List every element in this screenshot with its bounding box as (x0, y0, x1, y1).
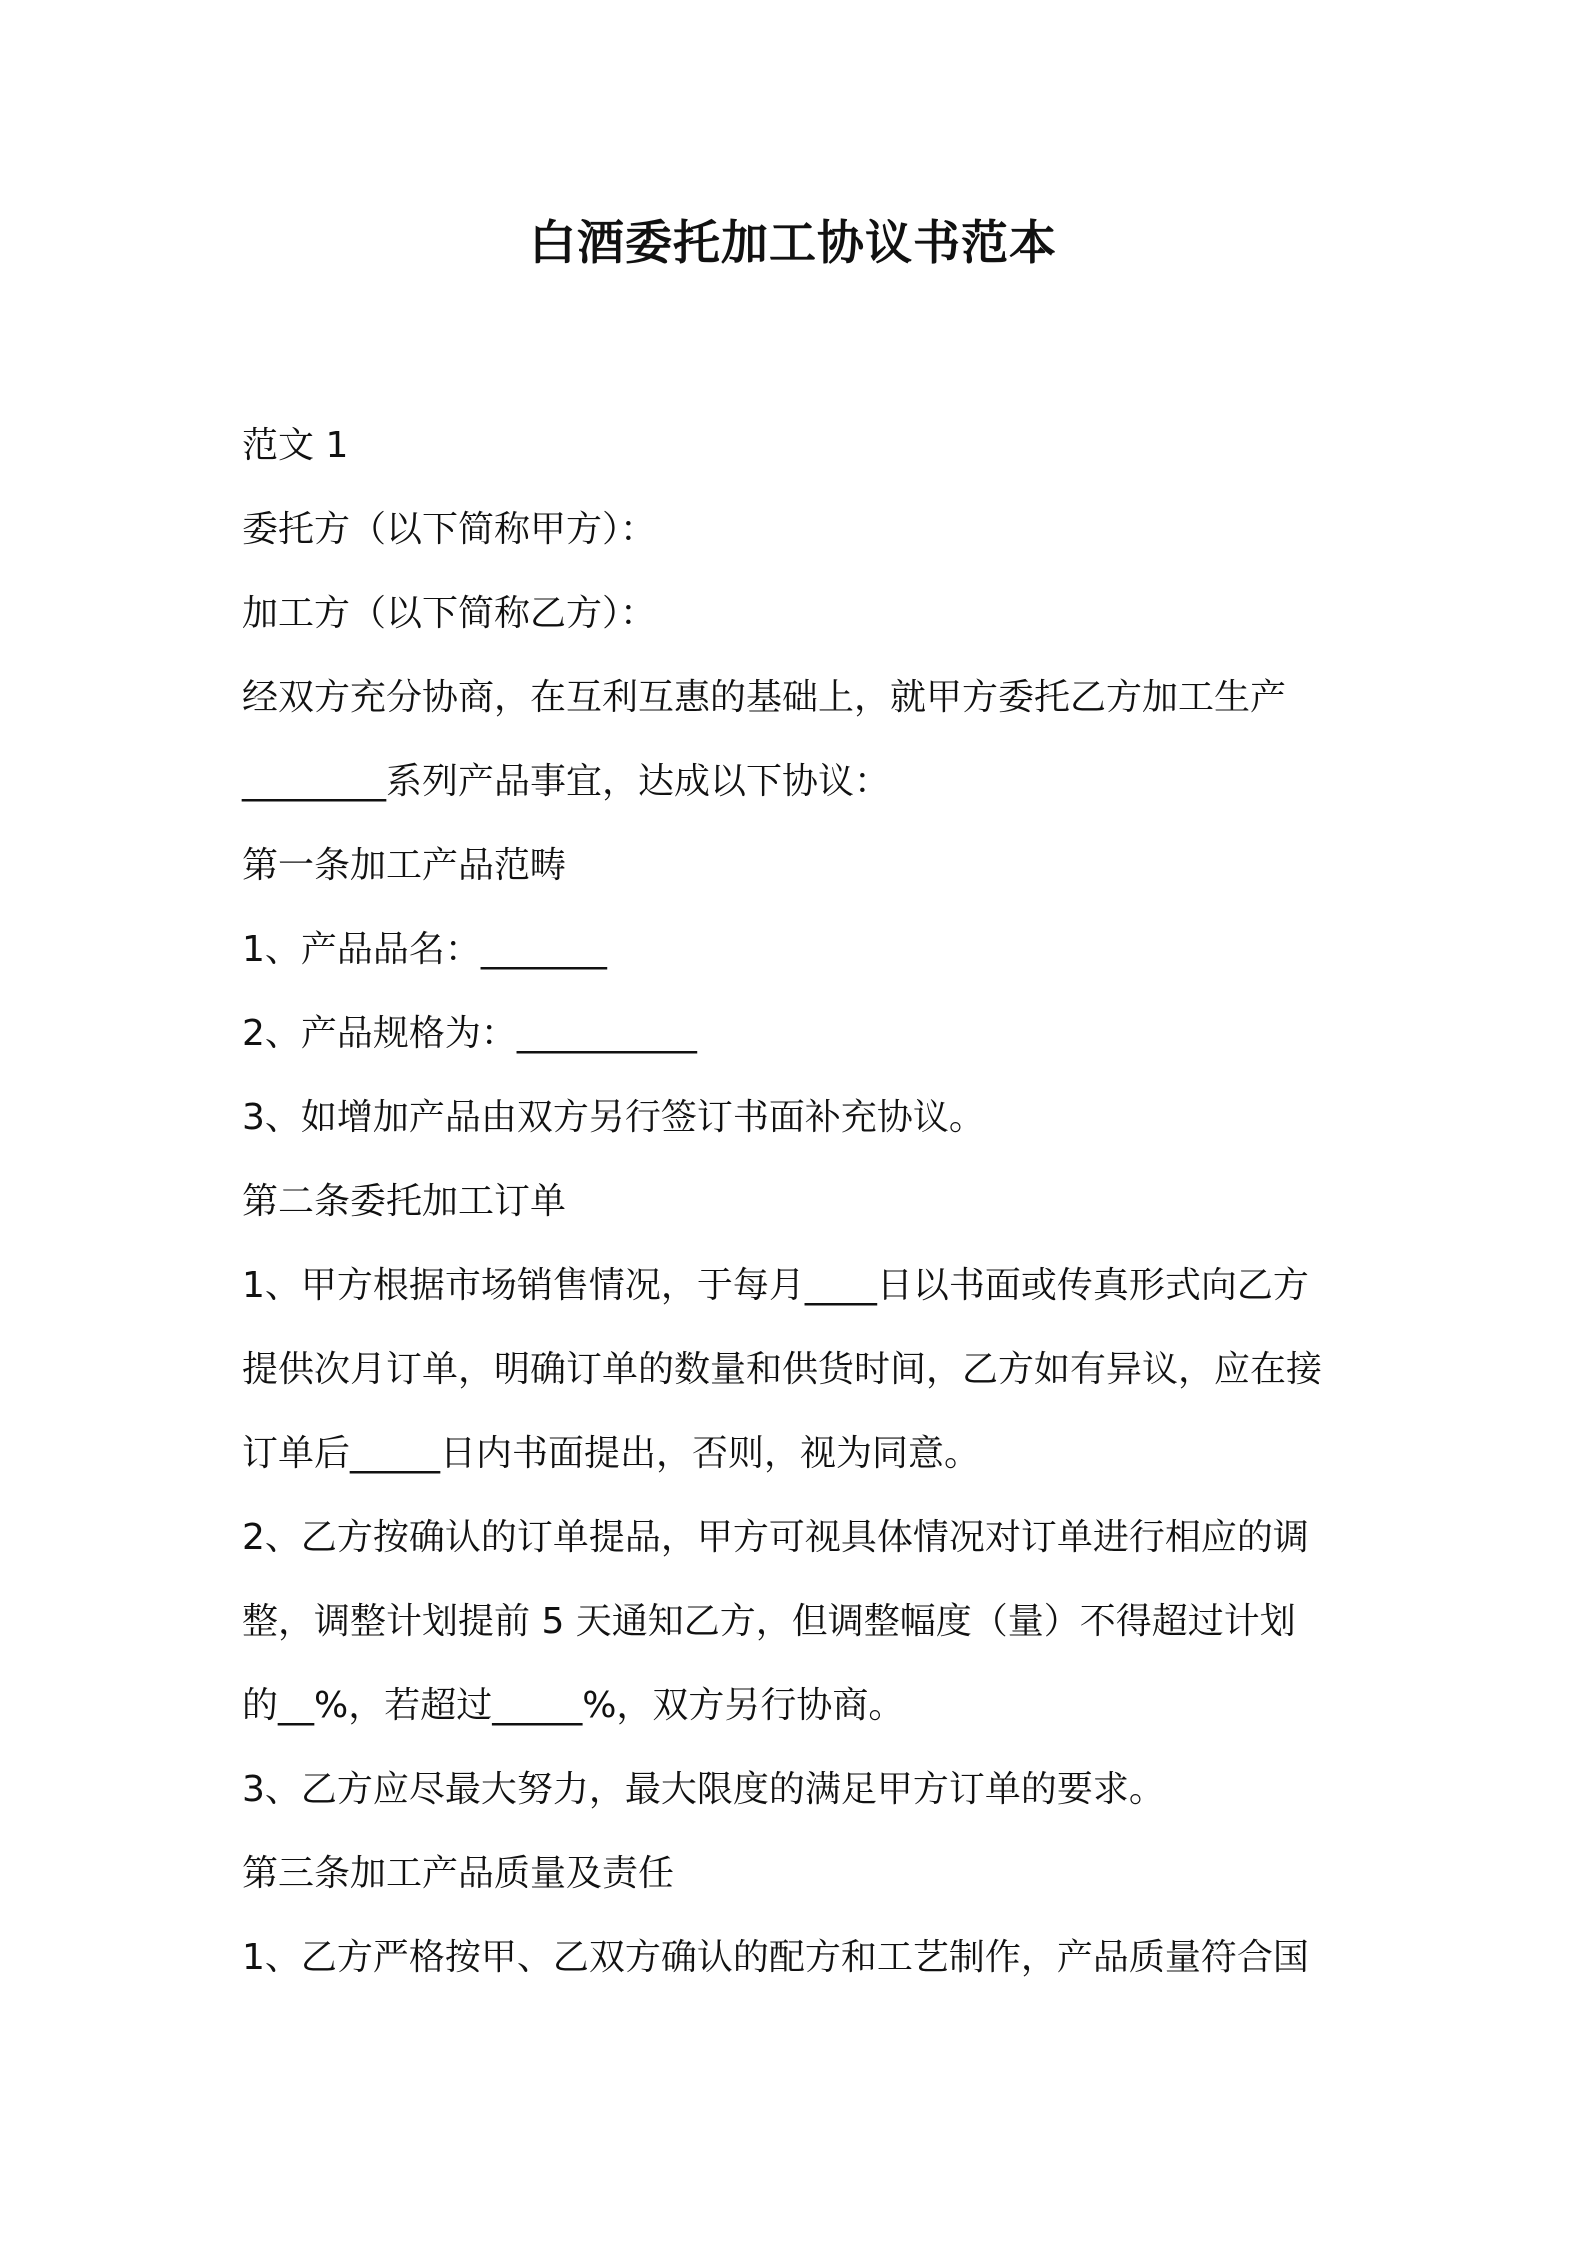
article-2-item-2-line-2: 整，调整计划提前 5 天通知乙方，但调整幅度（量）不得超过计划 (242, 1601, 1296, 1642)
preamble-line-2: ________系列产品事宜，达成以下协议： (242, 761, 891, 802)
section-label: 范文 1 (242, 425, 349, 466)
article-1-item-1: 1、产品品名：_______ (242, 929, 607, 970)
article-2-item-3: 3、乙方应尽最大努力，最大限度的满足甲方订单的要求。 (242, 1769, 1165, 1810)
article-2-item-1-line-3: 订单后_____日内书面提出，否则，视为同意。 (242, 1433, 981, 1474)
article-1-item-2: 2、产品规格为：__________ (242, 1013, 697, 1054)
preamble-line-1: 经双方充分协商，在互利互惠的基础上，就甲方委托乙方加工生产 (242, 677, 1287, 718)
document-title: 白酒委托加工协议书范本 (529, 216, 1057, 271)
party-a-line: 委托方（以下简称甲方）： (242, 509, 657, 550)
article-2-item-2-line-1: 2、乙方按确认的订单提品，甲方可视具体情况对订单进行相应的调 (242, 1517, 1309, 1558)
document-body (242, 404, 1357, 2000)
article-3-heading: 第三条加工产品质量及责任 (242, 1853, 675, 1894)
article-2-item-2-line-3: 的__%，若超过_____%，双方另行协商。 (242, 1685, 905, 1726)
article-3-item-1-line-1: 1、乙方严格按甲、乙双方确认的配方和工艺制作，产品质量符合国 (242, 1937, 1309, 1978)
article-1-heading: 第一条加工产品范畴 (242, 845, 567, 886)
party-b-line: 加工方（以下简称乙方）： (242, 593, 657, 634)
article-2-item-1-line-2: 提供次月订单，明确订单的数量和供货时间，乙方如有异议，应在接 (242, 1349, 1323, 1390)
article-2-heading: 第二条委托加工订单 (242, 1181, 567, 1222)
article-2-item-1-line-1: 1、甲方根据市场销售情况，于每月____日以书面或传真形式向乙方 (242, 1265, 1309, 1306)
article-1-item-3: 3、如增加产品由双方另行签订书面补充协议。 (242, 1097, 985, 1138)
